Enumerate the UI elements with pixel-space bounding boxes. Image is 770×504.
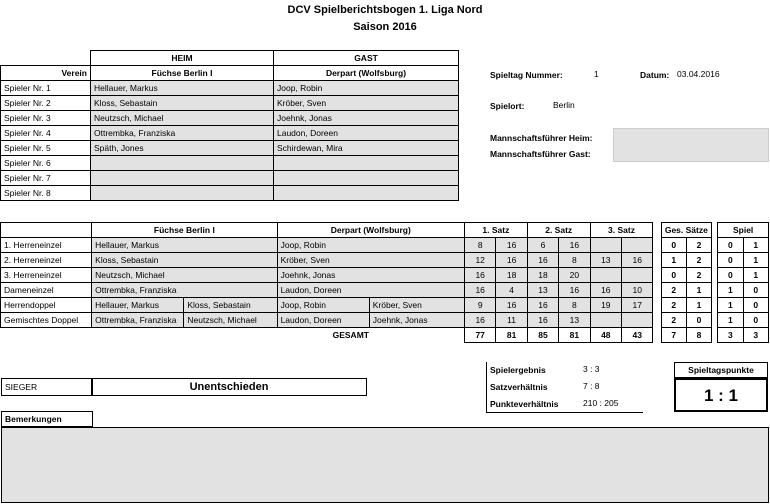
discipline: Herrendoppel [1, 298, 92, 313]
spielort-label: Spielort: [490, 101, 525, 111]
game-away: 0 [743, 283, 768, 298]
verein-label: Verein [1, 66, 91, 81]
player-row [1, 156, 459, 171]
results-table [0, 222, 769, 343]
remarks-field[interactable] [1, 427, 769, 503]
score-s2a[interactable]: 20 [559, 268, 590, 283]
punkte-label: Punkteverhältnis [490, 399, 559, 409]
score-s3h[interactable]: 19 [590, 298, 621, 313]
sets-home: 2 [661, 298, 686, 313]
player-label: Spieler Nr. 1 [1, 81, 91, 96]
set1-label: 1. Satz [464, 223, 527, 238]
sets-away: 0 [686, 313, 711, 328]
score-s2a[interactable]: 16 [559, 283, 590, 298]
total-s1h: 77 [464, 328, 495, 343]
total-sph: 3 [718, 328, 743, 343]
score-s2h[interactable]: 16 [527, 313, 558, 328]
discipline: 3. Herreneinzel [1, 268, 92, 283]
game-home: 1 [718, 283, 743, 298]
player-away[interactable]: Schirdewan, Mira [274, 141, 459, 156]
score-s3a[interactable]: 17 [622, 298, 653, 313]
away-player-1[interactable]: Laudon, Doreen [277, 283, 464, 298]
player-home[interactable]: Ottrembka, Franziska [91, 126, 274, 141]
score-s3h[interactable] [590, 238, 621, 253]
game-away: 0 [743, 313, 768, 328]
sets-home: 2 [661, 313, 686, 328]
player-label: Spieler Nr. 4 [1, 126, 91, 141]
player-home[interactable]: Neutzsch, Michael [91, 111, 274, 126]
score-s3a[interactable] [622, 268, 653, 283]
sets-home: 0 [661, 268, 686, 283]
score-s3h[interactable] [590, 313, 621, 328]
away-player-1[interactable]: Joop, Robin [277, 298, 369, 313]
sets-away: 2 [686, 268, 711, 283]
sets-home: 1 [661, 253, 686, 268]
results-away-team: Derpart (Wolfsburg) [277, 223, 464, 238]
home-player-2[interactable]: Kloss, Sebastain [184, 298, 277, 313]
captain-field[interactable] [613, 128, 769, 162]
result-row [1, 283, 769, 298]
player-away[interactable]: Joop, Robin [274, 81, 459, 96]
totals-row [1, 328, 769, 343]
away-player-2[interactable]: Joehnk, Jonas [369, 313, 464, 328]
player-home[interactable]: Kloss, Sebastain [91, 96, 274, 111]
score-s3a[interactable] [622, 238, 653, 253]
home-player-1[interactable]: Hellauer, Markus [92, 238, 277, 253]
spielergebnis-label: Spielergebnis [490, 365, 546, 375]
player-away[interactable] [274, 186, 459, 201]
score-s1h[interactable]: 16 [464, 268, 495, 283]
player-row [1, 81, 459, 96]
datum-label: Datum: [640, 70, 670, 80]
away-player-1[interactable]: Joehnk, Jonas [277, 268, 464, 283]
game-home: 0 [718, 253, 743, 268]
discipline: 1. Herreneinzel [1, 238, 92, 253]
spieltagspunkte-value: 1 : 1 [674, 378, 768, 412]
score-s3a[interactable] [622, 313, 653, 328]
captain-home-label: Mannschaftsführer Heim: [490, 133, 593, 143]
total-gsh: 7 [661, 328, 686, 343]
player-away[interactable] [274, 156, 459, 171]
spieltag-value: 1 [594, 69, 599, 79]
score-s1a[interactable]: 16 [496, 298, 527, 313]
score-s2h[interactable]: 18 [527, 268, 558, 283]
score-s1a[interactable]: 16 [496, 238, 527, 253]
season-title: Saison 2016 [353, 21, 417, 33]
score-s1h[interactable]: 8 [464, 238, 495, 253]
score-s1a[interactable]: 16 [496, 253, 527, 268]
discipline: Gemischtes Doppel [1, 313, 92, 328]
punkte-value: 210 : 205 [583, 398, 619, 408]
player-row [1, 186, 459, 201]
spielort-value: Berlin [553, 100, 575, 110]
discipline: Dameneinzel [1, 283, 92, 298]
game-away: 0 [743, 298, 768, 313]
player-label: Spieler Nr. 7 [1, 171, 91, 186]
player-label: Spieler Nr. 3 [1, 111, 91, 126]
result-row [1, 298, 769, 313]
player-away[interactable]: Joehnk, Jonas [274, 111, 459, 126]
total-label: GESAMT [332, 330, 369, 341]
game-label: Spiel [718, 223, 769, 238]
sets-away: 2 [686, 238, 711, 253]
total-s2a: 81 [559, 328, 590, 343]
player-row [1, 171, 459, 186]
game-home: 0 [718, 238, 743, 253]
home-player-1[interactable]: Ottrembka, Franziska [92, 283, 277, 298]
score-s3h[interactable] [590, 268, 621, 283]
player-away[interactable]: Laudon, Doreen [274, 126, 459, 141]
score-s3a[interactable]: 10 [622, 283, 653, 298]
total-spa: 3 [743, 328, 768, 343]
home-team-name: Füchse Berlin I [91, 66, 274, 81]
score-s1h[interactable]: 16 [464, 283, 495, 298]
spieltagspunkte-label: Spieltagspunkte [674, 362, 768, 378]
total-s3h: 48 [590, 328, 621, 343]
player-home[interactable] [91, 171, 274, 186]
score-s3h[interactable]: 13 [590, 253, 621, 268]
player-home[interactable]: Hellauer, Markus [91, 81, 274, 96]
score-s1h[interactable]: 12 [464, 253, 495, 268]
result-row [1, 238, 769, 253]
satz-label: Satzverhältnis [490, 382, 548, 392]
player-label: Spieler Nr. 8 [1, 186, 91, 201]
score-s1a[interactable]: 11 [496, 313, 527, 328]
away-player-1[interactable]: Laudon, Doreen [277, 313, 369, 328]
score-s2h[interactable]: 16 [527, 253, 558, 268]
sieger-value: Unentschieden [91, 378, 367, 396]
home-player-1[interactable]: Hellauer, Markus [92, 298, 184, 313]
score-s1a[interactable]: 18 [496, 268, 527, 283]
away-team-name: Derpart (Wolfsburg) [274, 66, 459, 81]
home-player-1[interactable]: Ottrembka, Franziska [92, 313, 184, 328]
spielergebnis-value: 3 : 3 [583, 364, 600, 374]
players-table [0, 50, 459, 201]
set2-label: 2. Satz [527, 223, 590, 238]
game-home: 1 [718, 298, 743, 313]
score-s3a[interactable]: 16 [622, 253, 653, 268]
set3-label: 3. Satz [590, 223, 653, 238]
sets-away: 1 [686, 283, 711, 298]
player-label: Spieler Nr. 2 [1, 96, 91, 111]
sets-home: 0 [661, 238, 686, 253]
discipline: 2. Herreneinzel [1, 253, 92, 268]
score-s2h[interactable]: 13 [527, 283, 558, 298]
score-s2a[interactable]: 8 [559, 298, 590, 313]
game-home: 1 [718, 313, 743, 328]
player-row [1, 141, 459, 156]
total-s2h: 85 [527, 328, 558, 343]
home-label: HEIM [91, 51, 274, 66]
spieltag-label: Spieltag Nummer: [490, 70, 563, 80]
result-row [1, 253, 769, 268]
player-home[interactable] [91, 186, 274, 201]
remarks-label: Bemerkungen [1, 411, 93, 427]
away-label: GAST [274, 51, 459, 66]
score-s2a[interactable]: 16 [559, 238, 590, 253]
player-label: Spieler Nr. 5 [1, 141, 91, 156]
player-row [1, 126, 459, 141]
satz-value: 7 : 8 [583, 381, 600, 391]
score-s3h[interactable]: 16 [590, 283, 621, 298]
score-s1h[interactable]: 16 [464, 313, 495, 328]
result-row [1, 313, 769, 328]
page-title: DCV Spielberichtsbogen 1. Liga Nord [287, 4, 483, 16]
home-player-1[interactable]: Neutzsch, Michael [92, 268, 277, 283]
game-away: 1 [743, 238, 768, 253]
home-player-2[interactable]: Neutzsch, Michael [184, 313, 277, 328]
home-player-1[interactable]: Kloss, Sebastain [92, 253, 277, 268]
total-s3a: 43 [622, 328, 653, 343]
player-away[interactable] [274, 171, 459, 186]
sets-away: 2 [686, 253, 711, 268]
player-row [1, 111, 459, 126]
datum-value: 03.04.2016 [677, 69, 720, 79]
captain-away-label: Mannschaftsführer Gast: [490, 149, 591, 159]
result-row [1, 268, 769, 283]
sets-home: 2 [661, 283, 686, 298]
away-player-1[interactable]: Kröber, Sven [277, 253, 464, 268]
score-s1h[interactable]: 9 [464, 298, 495, 313]
game-away: 1 [743, 253, 768, 268]
score-s2a[interactable]: 8 [559, 253, 590, 268]
score-s1a[interactable]: 4 [496, 283, 527, 298]
away-player-2[interactable]: Kröber, Sven [369, 298, 464, 313]
score-s2h[interactable]: 6 [527, 238, 558, 253]
sieger-label: SIEGER [1, 378, 93, 396]
player-away[interactable]: Kröber, Sven [274, 96, 459, 111]
player-home[interactable]: Späth, Jones [91, 141, 274, 156]
total-s1a: 81 [496, 328, 527, 343]
score-s2a[interactable]: 13 [559, 313, 590, 328]
game-away: 1 [743, 268, 768, 283]
total-gsa: 8 [686, 328, 711, 343]
player-label: Spieler Nr. 6 [1, 156, 91, 171]
results-home-team: Füchse Berlin I [92, 223, 277, 238]
score-s2h[interactable]: 16 [527, 298, 558, 313]
sets-away: 1 [686, 298, 711, 313]
player-home[interactable] [91, 156, 274, 171]
sets-label: Ges. Sätze [661, 223, 712, 238]
player-row [1, 96, 459, 111]
away-player-1[interactable]: Joop, Robin [277, 238, 464, 253]
game-home: 0 [718, 268, 743, 283]
